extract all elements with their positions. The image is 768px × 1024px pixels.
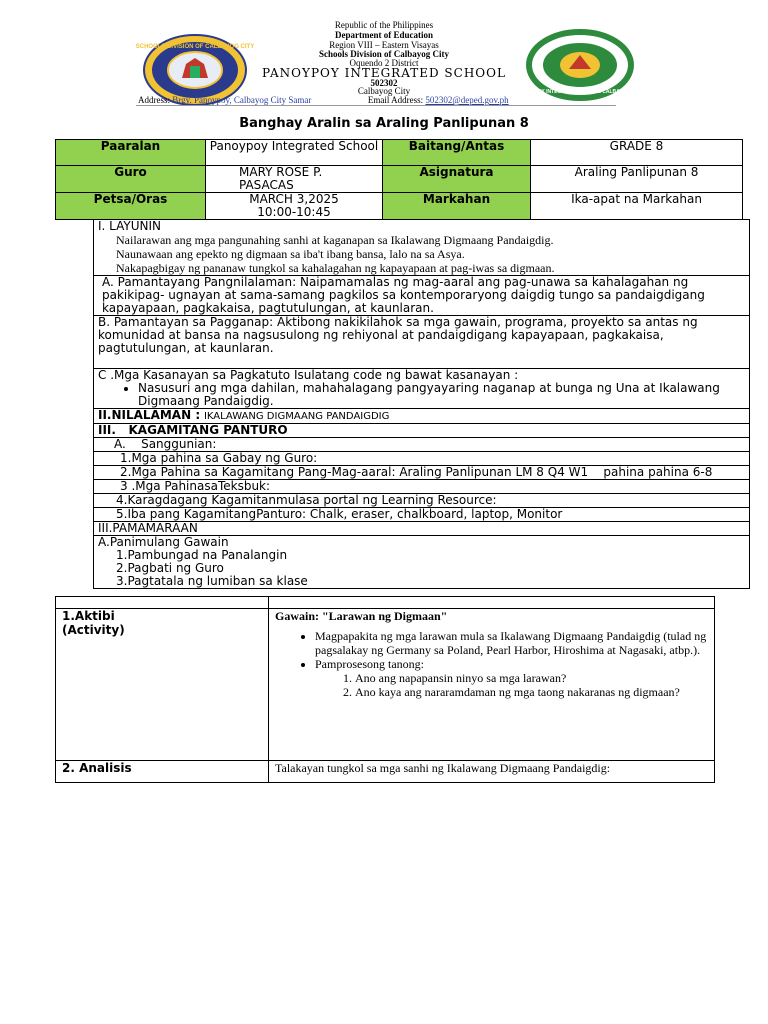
pagtatala: 3.Pagtatala ng lumiban sa klase xyxy=(116,574,308,588)
header-divider xyxy=(136,105,616,106)
baitang-label: Baitang/Antas xyxy=(383,140,531,166)
activity-bullet-1: • Magpapakita ng mga larawan mula sa Ikalawang Digmaang Pandaigdig (tulad ng pagsalakay ng Germany sa Poland, Pearl Harbor, Hiroshima at Nagasaki, atbp.). xyxy=(315,629,708,657)
gawain-cell xyxy=(269,609,715,761)
pamantayan-pagganap: B. Pamantayan sa Pagganap: Aktibong nakikilahok sa mga gawain, programa, proyekto sa antas ng komunidad at bansa na nagsusulong ng rehiyonal at pandaigdigang kapayapaan, pagkakaisa, pagtutulungan, at kaunlaran. xyxy=(94,315,749,368)
kagamitang-pang-mag-aaral: 2.Mga Pahina sa Kagamitang Pang-Mag-aaral: Araling Panlipunan LM 8 Q4 W1 pahina pahina 6-8 xyxy=(94,465,749,479)
republic-line: Republic of the Philippines xyxy=(334,20,434,30)
iba-pang-kagamitan: 5.Iba pang KagamitangPanturo: Chalk, eraser, chalkboard, laptop, Monitor xyxy=(94,507,749,521)
kasanayan-bullet: • Nasusuri ang mga dahilan, mahahalagang pangyayaring naganap at bunga ng Una at Ikalawang Digmaang Pandaigdig. xyxy=(138,382,745,408)
petsa-value xyxy=(206,193,383,220)
nilalaman-label: II.NILALAMAN : xyxy=(98,408,201,422)
processing-question-2: 2. Ano kaya ang nararamdaman ng mga taong nakaranas ng digmaan? xyxy=(355,685,708,699)
markahan-label: Markahan xyxy=(383,193,531,220)
email-link[interactable]: 502302@deped.gov.ph xyxy=(425,95,509,105)
svg-text:SCHOOLS DIVISION OF CALBAYOG C: SCHOOLS DIVISION OF CALBAYOG CITY xyxy=(135,44,255,50)
nilalaman-row xyxy=(94,408,749,423)
petsa-date: MARCH 3,2025 xyxy=(249,192,339,206)
aktibi-label: 1.Aktibi xyxy=(62,609,115,623)
gabay-guro: 1.Mga pahina sa Gabay ng Guro: xyxy=(94,451,749,465)
paaralan-value: Panoypoy Integrated School xyxy=(206,140,383,166)
pamamaraan-heading: III.PAMAMARAAN xyxy=(94,521,749,535)
analisis-text: Talakayan tungkol sa mga sanhi ng Ikalawang Digmaang Pandaigdig: xyxy=(269,761,715,783)
kagamitan-heading: III. KAGAMITANG PANTURO xyxy=(94,423,749,437)
aktibi-sub: (Activity) xyxy=(62,623,125,637)
karagdagang-kagamitan: 4.Karagdagang Kagamitanmulasa portal ng Learning Resource: xyxy=(94,493,749,507)
layunin-section xyxy=(94,219,749,275)
petsa-label: Petsa/Oras xyxy=(56,193,206,220)
city-line: Calbayog City xyxy=(357,86,411,96)
guro-label: Guro xyxy=(56,166,206,193)
document-title: Banghay Aralin sa Araling Panlipunan 8 xyxy=(239,116,529,131)
markahan-value: Ika-apat na Markahan xyxy=(531,193,743,220)
district-line: Oquendo 2 District xyxy=(349,58,419,68)
asignatura-value: Araling Panlipunan 8 xyxy=(531,166,743,193)
petsa-time: 10:00-10:45 xyxy=(257,205,331,219)
lesson-content xyxy=(93,219,750,589)
school-name: PANOYPOY INTEGRATED SCHOOL xyxy=(262,66,506,80)
pambungad: 1.Pambungad na Panalangin xyxy=(116,548,288,562)
svg-text:PANOYPOY INTEGRATED SCHOOL CAL: PANOYPOY INTEGRATED SCHOOL CALBAYOG CITY xyxy=(516,89,644,95)
pamantayang-pangnilalaman: A. Pamantayang Pangnilalaman: Naipamamalas ng mag-aaral ang pag-unawa sa kahalagahan ng pakikipag- ugnayan at sama-samang pagkilos sa kontemporaryong daigdig tungo sa pandaigdigang kapayapaan, pagkakaisa, pagtutulungan, at kaunlaran. xyxy=(94,275,749,315)
layunin-heading: I. LAYUNIN xyxy=(98,219,162,233)
baitang-value: GRADE 8 xyxy=(531,140,743,166)
panimulang-gawain xyxy=(94,535,749,589)
teksbuk: 3 .Mga PahinasaTeksbuk: xyxy=(94,479,749,493)
analisis-label: 2. Analisis xyxy=(56,761,269,783)
objective-2: Naunawaan ang epekto ng digmaan sa iba't ibang bansa, lalo na sa Asya. xyxy=(116,247,465,261)
aktibi-cell xyxy=(56,609,269,761)
gawain-title: Gawain: "Larawan ng Digmaan" xyxy=(275,609,448,623)
kasanayan-heading: C .Mga Kasanayan sa Pagkatuto Isulatang code ng bawat kasanayan : xyxy=(98,368,519,382)
paaralan-label: Paaralan xyxy=(56,140,206,166)
activity-table xyxy=(55,596,715,783)
region-line: Region VIII – Eastern Visayas xyxy=(329,40,439,50)
kasanayan-section xyxy=(94,368,749,408)
info-table xyxy=(55,139,743,220)
division-line: Schools Division of Calbayog City xyxy=(318,49,450,59)
school-id: 502302 xyxy=(370,78,398,88)
address-value: Brgy. Panoypoy, Calbayog City Samar xyxy=(172,95,312,105)
address-line: Address: Brgy. Panoypoy, Calbayog City Samar Email Address: 502302@deped.gov.ph xyxy=(138,95,509,105)
panimulang-heading: A.Panimulang Gawain xyxy=(98,535,229,549)
processing-question-1: 1. Ano ang napapansin ninyo sa mga larawan? xyxy=(355,671,708,685)
asignatura-label: Asignatura xyxy=(383,166,531,193)
department-line: Department of Education xyxy=(335,30,433,40)
objective-3: Nakapagbigay ng pananaw tungkol sa kahalagahan ng kapayapaan at pag-iwas sa digmaan. xyxy=(116,261,555,275)
nilalaman-value: IKALAWANG DIGMAANG PANDAIGDIG xyxy=(203,411,390,422)
objective-1: Nailarawan ang mga pangunahing sanhi at kaganapan sa Ikalawang Digmaang Pandaigdig. xyxy=(116,233,554,247)
pagbati: 2.Pagbati ng Guro xyxy=(116,561,224,575)
activity-bullet-2: • Pamprosesong tanong: 1. Ano ang napapansin ninyo sa mga larawan? 2. Ano kaya ang nararamdaman ng mga taong nakaranas ng digmaan? xyxy=(315,657,708,699)
guro-value: MARY ROSE P. PASACAS xyxy=(206,166,383,193)
sanggunian: A. Sanggunian: xyxy=(94,437,749,451)
